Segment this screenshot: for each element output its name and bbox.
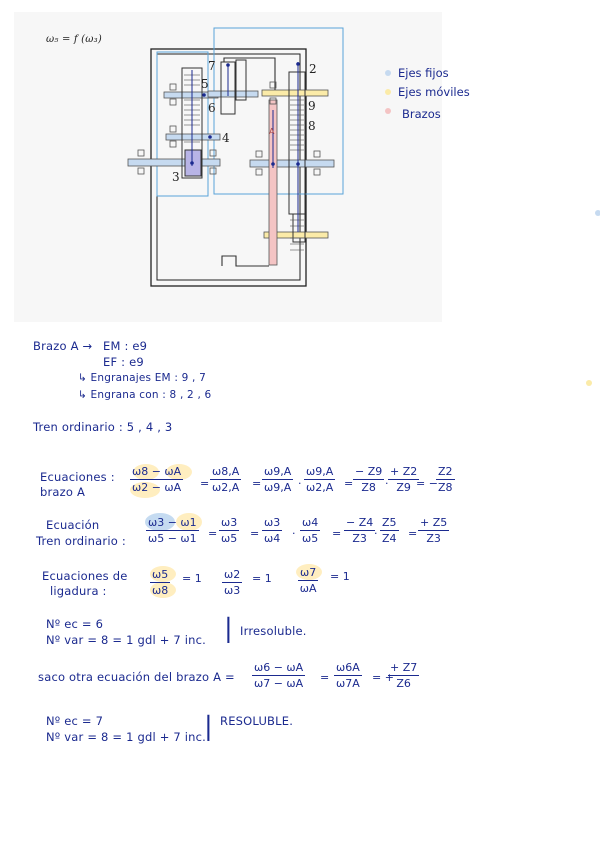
eq-brazo-frac-2 bbox=[210, 465, 241, 494]
eq-brazo-frac-3 bbox=[262, 465, 293, 494]
shaft-top-mid bbox=[208, 91, 258, 97]
eq-brazo-minus: − bbox=[428, 477, 438, 490]
eq-tren-frac-2-den: ω5 bbox=[221, 532, 238, 545]
legend-dot-fixed bbox=[385, 70, 391, 76]
eq-tren-frac-6-num: Z5 bbox=[382, 516, 397, 529]
eq-tren-label-1: Ecuación bbox=[46, 518, 100, 532]
count2-nvar: Nº var = 8 = 1 gdl + 7 inc. bbox=[46, 730, 207, 744]
eq-brazo-frac-2-den: ω2,A bbox=[212, 481, 240, 494]
gear-label-6: 6 bbox=[208, 101, 216, 115]
eq-brazo-frac-7-den: Z8 bbox=[438, 481, 453, 494]
eq-lig-frac-2-den: ω3 bbox=[224, 584, 241, 597]
eq-lig-frac-3-den: ωA bbox=[299, 582, 317, 595]
gear-train-diagram bbox=[0, 0, 600, 330]
shaft-input bbox=[128, 159, 220, 166]
stray-dot-blue bbox=[595, 210, 600, 216]
eq-lig-frac-1-num: ω5 bbox=[152, 568, 169, 581]
formula-omega: ω₅ = f (ω₃) bbox=[46, 34, 102, 45]
legend-label-moving: Ejes móviles bbox=[398, 85, 470, 99]
eq-brazo-frac-2-num: ω8,A bbox=[212, 465, 240, 478]
eq-brazo-frac-6-num: + Z2 bbox=[390, 465, 418, 478]
eq-lig-frac-1 bbox=[150, 568, 170, 597]
extra-approx: = + bbox=[372, 671, 394, 684]
eq-lig-frac-1-den: ω8 bbox=[152, 584, 169, 597]
eq-brazo-eq-3: = bbox=[344, 477, 354, 490]
extra-frac-2-den: ω7A bbox=[336, 677, 360, 690]
eq-tren-frac-4 bbox=[300, 516, 320, 545]
eq-tren-eq-3: = bbox=[332, 527, 342, 540]
legend-dot-moving bbox=[385, 89, 391, 95]
count1-result: Irresoluble. bbox=[240, 624, 307, 638]
eq-tren-frac-4-num: ω4 bbox=[302, 516, 319, 529]
eq-brazo-frac-6-den: Z9 bbox=[396, 481, 411, 494]
eq-lig-frac-3 bbox=[298, 566, 318, 595]
note-brazo-ef: EF : e9 bbox=[103, 355, 144, 369]
note-brazo-head: Brazo A → bbox=[33, 339, 93, 353]
eq-brazo-frac-3-num: ω9,A bbox=[264, 465, 292, 478]
eq-lig-val-3: = 1 bbox=[330, 570, 350, 583]
count1-brace: | bbox=[224, 614, 233, 644]
count1-nvar: Nº var = 8 = 1 gdl + 7 inc. bbox=[46, 633, 207, 647]
link-upper bbox=[224, 58, 275, 90]
eq-tren-frac-6 bbox=[380, 516, 399, 545]
eq-brazo-frac-5-num: − Z9 bbox=[355, 465, 383, 478]
gear-label-2: 2 bbox=[309, 62, 317, 76]
eq-brazo-label-1: Ecuaciones : bbox=[40, 470, 115, 484]
eq-brazo-frac-1-num: ω8 − ωA bbox=[132, 465, 182, 478]
count2-nec: Nº ec = 7 bbox=[46, 714, 104, 728]
note-brazo-em: EM : e9 bbox=[103, 339, 148, 353]
eq-brazo-frac-4 bbox=[304, 465, 335, 494]
eq-tren-frac-1-den: ω5 − ω1 bbox=[148, 532, 197, 545]
group-outline-right bbox=[214, 28, 343, 194]
eq-brazo-eq-2: = bbox=[252, 477, 262, 490]
eq-brazo-dot-2: · bbox=[385, 477, 389, 490]
shaft-right bbox=[250, 160, 334, 167]
extra-frac-2-num: ω6A bbox=[336, 661, 360, 674]
eq-brazo-frac-4-den: ω2,A bbox=[306, 481, 334, 494]
gear-label-7: 7 bbox=[208, 59, 216, 73]
eq-tren-frac-1 bbox=[146, 516, 199, 545]
eq-brazo-frac-3-den: ω9,A bbox=[264, 481, 292, 494]
eq-tren-frac-7 bbox=[418, 516, 449, 545]
eq-tren-frac-3-num: ω3 bbox=[264, 516, 281, 529]
eq-lig-val-2: = 1 bbox=[252, 572, 272, 585]
eq-tren-frac-5-den: Z3 bbox=[352, 532, 367, 545]
link-lower bbox=[222, 256, 269, 266]
gear-label-4: 4 bbox=[222, 131, 230, 145]
eq-tren-frac-1-num: ω3 − ω1 bbox=[148, 516, 197, 529]
count2-brace: | bbox=[204, 712, 213, 742]
eq-tren-frac-5-num: − Z4 bbox=[346, 516, 374, 529]
extra-text: saco otra ecuación del brazo A = bbox=[38, 670, 235, 684]
gear-label-5: 5 bbox=[201, 77, 209, 91]
extra-eq: = bbox=[320, 671, 330, 684]
eq-brazo-label-2: brazo A bbox=[40, 485, 86, 499]
extra-frac-3 bbox=[388, 661, 419, 690]
eq-lig-label-1: Ecuaciones de bbox=[42, 569, 128, 583]
eq-lig-label-2: ligadura : bbox=[50, 584, 107, 598]
eq-brazo-eq-4-sign: = bbox=[416, 477, 426, 490]
arm-label: A bbox=[269, 127, 275, 136]
gear-label-3: 3 bbox=[172, 170, 180, 184]
eq-tren-eq-4: = bbox=[408, 527, 418, 540]
eq-tren-frac-2-num: ω3 bbox=[221, 516, 238, 529]
eq-tren-frac-7-num: + Z5 bbox=[420, 516, 448, 529]
eq-lig-frac-3-num: ω7 bbox=[300, 566, 317, 579]
extra-frac-1-den: ω7 − ωA bbox=[254, 677, 304, 690]
eq-tren-frac-5 bbox=[344, 516, 375, 545]
extra-frac-1 bbox=[252, 661, 305, 690]
eq-lig-val-1: = 1 bbox=[182, 572, 202, 585]
note-engrana-con: ↳ Engrana con : 8 , 2 , 6 bbox=[78, 389, 212, 401]
eq-brazo-frac-7 bbox=[436, 465, 455, 494]
eq-brazo-frac-4-num: ω9,A bbox=[306, 465, 334, 478]
eq-tren-frac-3 bbox=[262, 516, 282, 545]
legend-label-fixed: Ejes fijos bbox=[398, 66, 449, 80]
extra-frac-1-num: ω6 − ωA bbox=[254, 661, 304, 674]
eq-tren-eq-1: = bbox=[208, 527, 218, 540]
count1-nec: Nº ec = 6 bbox=[46, 617, 104, 631]
shaft-moving-top bbox=[262, 90, 328, 96]
gear-label-9: 9 bbox=[308, 99, 316, 113]
eq-tren-dot-1: · bbox=[292, 527, 296, 540]
eq-brazo-frac-6 bbox=[388, 465, 419, 494]
eq-brazo-frac-1 bbox=[130, 465, 183, 494]
eq-tren-frac-4-den: ω5 bbox=[302, 532, 319, 545]
note-engranajes-em: ↳ Engranajes EM : 9 , 7 bbox=[78, 372, 206, 384]
eq-tren-frac-2 bbox=[219, 516, 239, 545]
eq-tren-dot-2: · bbox=[374, 527, 378, 540]
eq-brazo-frac-7-num: Z2 bbox=[438, 465, 453, 478]
eq-tren-frac-3-den: ω4 bbox=[264, 532, 281, 545]
extra-frac-2 bbox=[334, 661, 362, 690]
eq-lig-frac-2 bbox=[222, 568, 242, 597]
eq-lig-frac-2-num: ω2 bbox=[224, 568, 241, 581]
gear-label-8: 8 bbox=[308, 119, 316, 133]
eq-brazo-eq-1: = bbox=[200, 477, 210, 490]
legend-label-arms: Brazos bbox=[402, 107, 441, 121]
eq-brazo-frac-5 bbox=[353, 465, 384, 494]
eq-brazo-dot-1: · bbox=[298, 477, 302, 490]
legend-dot-arms bbox=[385, 108, 391, 114]
eq-brazo-eq-4 bbox=[416, 477, 438, 490]
shaft-mid bbox=[166, 134, 220, 140]
extra-frac-3-den: Z6 bbox=[396, 677, 411, 690]
extra-frac-3-num: + Z7 bbox=[390, 661, 418, 674]
eq-tren-frac-7-den: Z3 bbox=[426, 532, 441, 545]
eq-brazo-frac-1-den: ω2 − ωA bbox=[132, 481, 182, 494]
eq-tren-frac-6-den: Z4 bbox=[382, 532, 397, 545]
stray-dot-yellow bbox=[586, 380, 592, 386]
note-tren-ordinario: Tren ordinario : 5 , 4 , 3 bbox=[33, 420, 173, 434]
eq-tren-label-2: Tren ordinario : bbox=[36, 534, 126, 548]
eq-tren-eq-2: = bbox=[250, 527, 260, 540]
count2-result: RESOLUBLE. bbox=[220, 714, 294, 728]
eq-brazo-frac-5-den: Z8 bbox=[361, 481, 376, 494]
